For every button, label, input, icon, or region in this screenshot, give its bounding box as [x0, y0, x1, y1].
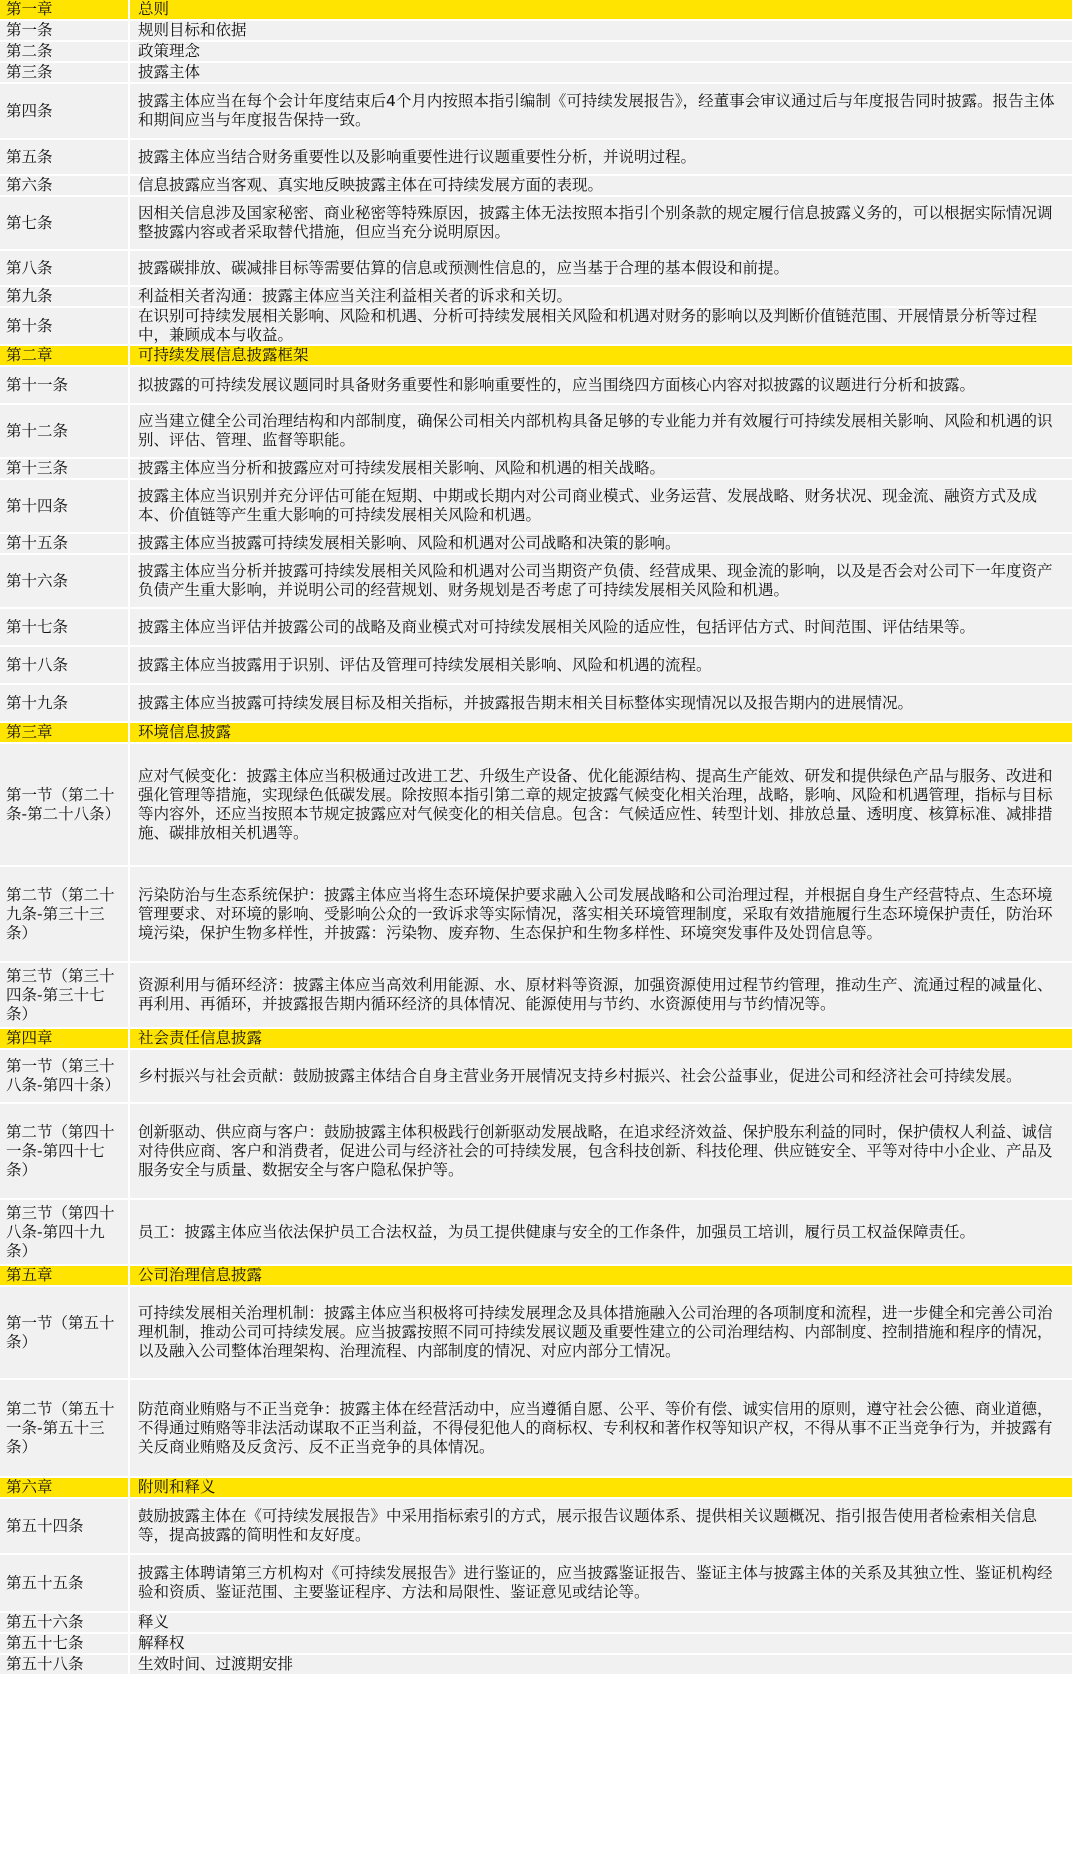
label-text: 第四章: [6, 1029, 53, 1047]
label-text: 第二节（第四十一条-第四十七条）: [6, 1122, 115, 1179]
article-label: [0, 1287, 128, 1378]
content-text: 披露主体应当分析和披露应对可持续发展相关影响、风险和机遇的相关战略。: [138, 459, 666, 477]
article-row: [0, 647, 1080, 683]
article-content: [130, 1655, 1072, 1674]
label-text: 第六章: [6, 1478, 53, 1496]
label-text: 第一节（第五十条）: [6, 1313, 115, 1351]
article-row: [0, 84, 1080, 138]
article-content: [130, 534, 1072, 553]
content-text: 拟披露的可持续发展议题同时具备财务重要性和影响重要性的，应当围绕四方面核心内容对拟披露的议题进行分析和披露。: [138, 375, 976, 394]
content-text: 总则: [138, 0, 170, 18]
chapter-row: [0, 1478, 1080, 1497]
content-text: 披露主体聘请第三方机构对《可持续发展报告》进行鉴证的，应当披露鉴证报告、鉴证主体与披露主体的关系及其独立性、鉴证机构经验和资质、鉴证范围、主要鉴证程序、方法和局限性、鉴证意见或结论等。: [138, 1564, 1053, 1601]
label-text: 第五条: [6, 147, 53, 166]
label-text: 第九条: [6, 287, 53, 305]
content-text: 披露主体应当披露用于识别、评估及管理可持续发展相关影响、风险和机遇的流程。: [138, 655, 712, 674]
article-row: [0, 534, 1080, 553]
article-content: [130, 176, 1072, 195]
content-text: 政策理念: [138, 42, 201, 60]
article-row: [0, 176, 1080, 195]
label-text: 第五十五条: [6, 1573, 84, 1592]
label-text: 第二节（第二十九条-第三十三条）: [6, 885, 115, 942]
label-text: 第三章: [6, 723, 53, 741]
chapter-label: [0, 346, 128, 365]
article-row: [0, 555, 1080, 607]
article-content: [130, 308, 1072, 344]
article-row: [0, 1655, 1080, 1674]
article-label: [0, 140, 128, 174]
content-text: 披露主体应当评估并披露公司的战略及商业模式对可持续发展相关风险的适应性，包括评估方式、时间范围、评估结果等。: [138, 617, 976, 636]
article-row: [0, 21, 1080, 40]
article-content: [130, 1499, 1072, 1553]
label-text: 第五十八条: [6, 1655, 84, 1673]
article-label: [0, 744, 128, 865]
article-row: [0, 405, 1080, 457]
content-text: 生效时间、过渡期安排: [138, 1655, 294, 1673]
article-content: [130, 647, 1072, 683]
article-row: [0, 480, 1080, 532]
article-content: [130, 84, 1072, 138]
article-row: [0, 1287, 1080, 1378]
content-text: 可持续发展信息披露框架: [138, 346, 309, 364]
label-text: 第十七条: [6, 617, 69, 636]
article-content: [130, 251, 1072, 285]
article-content: [130, 1634, 1072, 1653]
article-row: [0, 459, 1080, 478]
label-text: 第五十六条: [6, 1613, 84, 1631]
content-text: 环境信息披露: [138, 723, 232, 741]
chapter-row: [0, 1029, 1080, 1048]
label-text: 第三节（第三十四条-第三十七条）: [6, 966, 115, 1023]
label-text: 第五章: [6, 1266, 53, 1284]
article-label: [0, 867, 128, 961]
article-content: [130, 197, 1072, 249]
content-text: 披露主体: [138, 63, 201, 81]
article-row: [0, 1613, 1080, 1632]
content-text: 披露碳排放、碳减排目标等需要估算的信息或预测性信息的，应当基于合理的基本假设和前提。: [138, 258, 790, 277]
article-label: [0, 534, 128, 553]
label-text: 第十二条: [6, 421, 69, 440]
content-text: 创新驱动、供应商与客户：鼓励披露主体积极践行创新驱动发展战略，在追求经济效益、保护股东利益的同时，保护债权人利益、诚信对待供应商、客户和消费者，促进公司与经济社会的可持续发展，包含科技创新、科技伦理、供应链安全、平等对待中小企业、产品及服务安全与质量、数据安全与客户隐私保护等。: [138, 1122, 1053, 1179]
article-label: [0, 1104, 128, 1198]
chapter-title: [130, 1266, 1072, 1285]
article-row: [0, 1555, 1080, 1611]
chapter-label: [0, 723, 128, 742]
article-label: [0, 963, 128, 1027]
chapter-row: [0, 723, 1080, 742]
article-content: [130, 609, 1072, 645]
label-text: 第七条: [6, 213, 53, 232]
article-label: [0, 21, 128, 40]
content-text: 利益相关者沟通：披露主体应当关注利益相关者的诉求和关切。: [138, 287, 573, 305]
article-content: [130, 63, 1072, 82]
article-label: [0, 251, 128, 285]
article-row: [0, 1050, 1080, 1102]
chapter-title: [130, 0, 1072, 19]
content-text: 附则和释义: [138, 1478, 216, 1496]
article-row: [0, 308, 1080, 344]
label-text: 第十五条: [6, 534, 69, 552]
chapter-label: [0, 1266, 128, 1285]
article-content: [130, 1050, 1072, 1102]
article-label: [0, 308, 128, 344]
article-label: [0, 1613, 128, 1632]
content-text: 披露主体应当披露可持续发展相关影响、风险和机遇对公司战略和决策的影响。: [138, 534, 681, 552]
article-content: [130, 287, 1072, 306]
label-text: 第十八条: [6, 655, 69, 674]
article-row: [0, 1104, 1080, 1198]
article-row: [0, 42, 1080, 61]
content-text: 防范商业贿赂与不正当竞争：披露主体在经营活动中，应当遵循自愿、公平、等价有偿、诚实信用的原则，遵守社会公德、商业道德，不得通过贿赂等非法活动谋取不正当利益，不得侵犯他人的商标权、专利权和著作权等知识产权，不得从事不正当竞争行为，并披露有关反商业贿赂及反贪污、反不正当竞争的具体情况。: [138, 1399, 1053, 1456]
article-row: [0, 1634, 1080, 1653]
label-text: 第十三条: [6, 459, 69, 477]
label-text: 第五十七条: [6, 1634, 84, 1652]
article-row: [0, 685, 1080, 721]
content-text: 规则目标和依据: [138, 21, 247, 39]
article-row: [0, 609, 1080, 645]
content-text: 披露主体应当结合财务重要性以及影响重要性进行议题重要性分析，并说明过程。: [138, 147, 697, 166]
chapter-row: [0, 346, 1080, 365]
content-text: 披露主体应当识别并充分评估可能在短期、中期或长期内对公司商业模式、业务运营、发展战略、财务状况、现金流、融资方式及成本、价值链等产生重大影响的可持续发展相关风险和机遇。: [138, 487, 1038, 524]
chapter-title: [130, 346, 1072, 365]
content-text: 公司治理信息披露: [138, 1266, 263, 1284]
label-text: 第一章: [6, 0, 53, 18]
article-row: [0, 744, 1080, 865]
article-content: [130, 367, 1072, 403]
label-text: 第三节（第四十八条-第四十九条）: [6, 1203, 115, 1260]
label-text: 第五十四条: [6, 1516, 84, 1535]
article-content: [130, 42, 1072, 61]
article-content: [130, 21, 1072, 40]
article-content: [130, 1555, 1072, 1611]
label-text: 第二章: [6, 346, 53, 364]
article-row: [0, 367, 1080, 403]
article-row: [0, 867, 1080, 961]
article-row: [0, 251, 1080, 285]
article-content: [130, 867, 1072, 961]
article-label: [0, 1555, 128, 1611]
label-text: 第二条: [6, 42, 53, 60]
article-row: [0, 963, 1080, 1027]
article-row: [0, 140, 1080, 174]
content-text: 释义: [138, 1613, 170, 1631]
article-content: [130, 555, 1072, 607]
chapter-title: [130, 1478, 1072, 1497]
content-text: 员工：披露主体应当依法保护员工合法权益，为员工提供健康与安全的工作条件，加强员工培训，履行员工权益保障责任。: [138, 1222, 976, 1241]
article-label: [0, 1050, 128, 1102]
article-row: [0, 1380, 1080, 1476]
article-label: [0, 685, 128, 721]
article-label: [0, 609, 128, 645]
article-label: [0, 367, 128, 403]
article-content: [130, 1287, 1072, 1378]
article-label: [0, 176, 128, 195]
article-label: [0, 84, 128, 138]
content-text: 披露主体应当分析并披露可持续发展相关风险和机遇对公司当期资产负债、经营成果、现金流的影响，以及是否会对公司下一年度资产负债产生重大影响，并说明公司的经营规划、财务规划是否考虑了可持续发展相关风险和机遇。: [138, 562, 1053, 599]
label-text: 第八条: [6, 258, 53, 277]
article-content: [130, 480, 1072, 532]
content-text: 社会责任信息披露: [138, 1029, 263, 1047]
label-text: 第一节（第二十条-第二十八条）: [6, 785, 121, 823]
chapter-label: [0, 0, 128, 19]
article-content: [130, 685, 1072, 721]
chapter-label: [0, 1478, 128, 1497]
content-text: 应对气候变化：披露主体应当积极通过改进工艺、升级生产设备、优化能源结构、提高生产能效、研发和提供绿色产品与服务、改进和强化管理等措施，实现绿色低碳发展。除按照本指引第二章的规定披露气候变化相关治理，战略，影响、风险和机遇管理，指标与目标等内容外，还应当按照本节规定披露应对气候变化的相关信息。包含：气候适应性、转型计划、排放总量、透明度、核算标准、减排措施、碳排放相关机遇等。: [138, 766, 1053, 842]
label-text: 第十四条: [6, 496, 69, 515]
chapter-row: [0, 1266, 1080, 1285]
article-label: [0, 555, 128, 607]
label-text: 第二节（第五十一条-第五十三条）: [6, 1399, 115, 1456]
article-content: [130, 1200, 1072, 1264]
content-text: 解释权: [138, 1634, 185, 1652]
article-label: [0, 480, 128, 532]
label-text: 第十条: [6, 316, 53, 335]
label-text: 第十六条: [6, 571, 69, 590]
article-row: [0, 287, 1080, 306]
article-label: [0, 287, 128, 306]
chapter-row: [0, 0, 1080, 19]
label-text: 第一节（第三十八条-第四十条）: [6, 1057, 121, 1094]
article-content: [130, 1613, 1072, 1632]
article-content: [130, 1104, 1072, 1198]
label-text: 第十九条: [6, 693, 69, 712]
article-content: [130, 140, 1072, 174]
article-label: [0, 1634, 128, 1653]
article-label: [0, 1200, 128, 1264]
article-label: [0, 197, 128, 249]
label-text: 第三条: [6, 63, 53, 81]
content-text: 资源利用与循环经济：披露主体应当高效利用能源、水、原材料等资源，加强资源使用过程节约管理，推动生产、流通过程的减量化、再利用、再循环，并披露报告期内循环经济的具体情况、能源使用与节约、水资源使用与节约情况等。: [138, 976, 1053, 1013]
content-text: 在识别可持续发展相关影响、风险和机遇、分析可持续发展相关风险和机遇对财务的影响以及判断价值链范围、开展情景分析等过程中，兼顾成本与收益。: [138, 307, 1038, 344]
article-row: [0, 197, 1080, 249]
article-label: [0, 42, 128, 61]
article-row: [0, 63, 1080, 82]
content-text: 应当建立健全公司治理结构和内部制度，确保公司相关内部机构具备足够的专业能力并有效履行可持续发展相关影响、风险和机遇的识别、评估、管理、监督等职能。: [138, 412, 1053, 449]
article-row: [0, 1200, 1080, 1264]
article-label: [0, 1380, 128, 1476]
label-text: 第六条: [6, 176, 53, 194]
article-content: [130, 963, 1072, 1027]
content-text: 披露主体应当在每个会计年度结束后4个月内按照本指引编制《可持续发展报告》，经董事会审议通过后与年度报告同时披露。报告主体和期间应当与年度报告保持一致。: [138, 92, 1055, 129]
article-label: [0, 63, 128, 82]
content-text: 信息披露应当客观、真实地反映披露主体在可持续发展方面的表现。: [138, 176, 604, 194]
chapter-title: [130, 1029, 1072, 1048]
article-content: [130, 1380, 1072, 1476]
chapter-label: [0, 1029, 128, 1048]
label-text: 第四条: [6, 101, 53, 120]
article-content: [130, 405, 1072, 457]
label-text: 第十一条: [6, 375, 69, 394]
article-content: [130, 744, 1072, 865]
article-label: [0, 405, 128, 457]
content-text: 乡村振兴与社会贡献：鼓励披露主体结合自身主营业务开展情况支持乡村振兴、社会公益事业，促进公司和经济社会可持续发展。: [138, 1066, 1022, 1085]
chapter-title: [130, 723, 1072, 742]
content-text: 因相关信息涉及国家秘密、商业秘密等特殊原因，披露主体无法按照本指引个别条款的规定履行信息披露义务的，可以根据实际情况调整披露内容或者采取替代措施，但应当充分说明原因。: [138, 204, 1053, 241]
content-text: 披露主体应当披露可持续发展目标及相关指标，并披露报告期末相关目标整体实现情况以及报告期内的进展情况。: [138, 693, 914, 712]
content-text: 鼓励披露主体在《可持续发展报告》中采用指标索引的方式，展示报告议题体系、提供相关议题概况、指引报告使用者检索相关信息等，提高披露的简明性和友好度。: [138, 1507, 1038, 1544]
article-label: [0, 459, 128, 478]
article-label: [0, 1499, 128, 1553]
content-text: 污染防治与生态系统保护：披露主体应当将生态环境保护要求融入公司发展战略和公司治理过程，并根据自身生产经营特点、生态环境管理要求、对环境的影响、受影响公众的一致诉求等实际情况，落实相关环境管理制度，采取有效措施履行生态环境保护责任，防治环境污染，保护生物多样性，并披露：污染物、废弃物、生态保护和生物多样性、环境突发事件及处罚信息等。: [138, 885, 1053, 942]
article-content: [130, 459, 1072, 478]
article-row: [0, 1499, 1080, 1553]
content-text: 可持续发展相关治理机制：披露主体应当积极将可持续发展理念及具体措施融入公司治理的各项制度和流程，进一步健全和完善公司治理机制，推动公司可持续发展。应当披露按照不同可持续发展议题及重要性建立的公司治理结构、内部制度、控制措施和程序的情况，以及融入公司整体治理架构、治理流程、内部制度的情况、对应内部分工情况。: [138, 1304, 1053, 1360]
label-text: 第一条: [6, 21, 53, 39]
article-label: [0, 1655, 128, 1674]
article-label: [0, 647, 128, 683]
